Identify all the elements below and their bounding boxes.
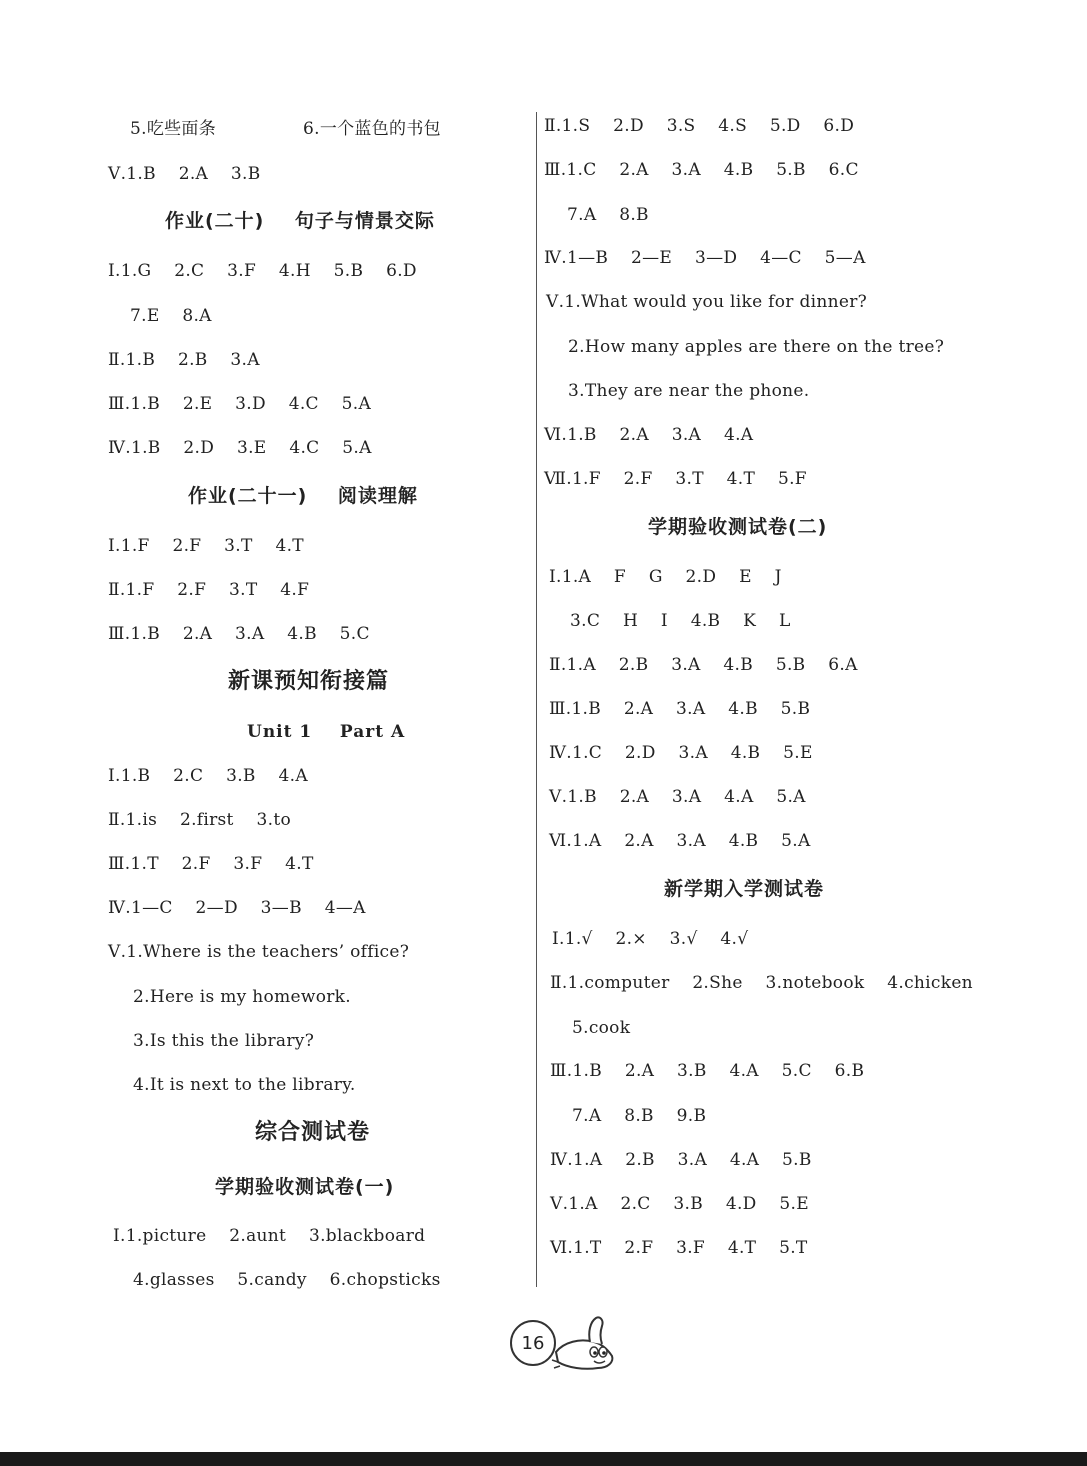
answer-line: Ⅲ.1.B 2.E 3.D 4.C 5.A	[108, 394, 372, 414]
answer-line: Ⅰ.1.G 2.C 3.F 4.H 5.B 6.D	[108, 261, 417, 281]
answer-line: Ⅱ.1.S 2.D 3.S 4.S 5.D 6.D	[544, 116, 855, 136]
answer-line: Ⅵ.1.A 2.A 3.A 4.B 5.A	[549, 831, 811, 851]
page-footer	[510, 1312, 620, 1374]
answer-line: 7.A 8.B 9.B	[572, 1106, 707, 1126]
answer-line: Ⅴ.1.B 2.A 3.A 4.A 5.A	[549, 787, 806, 807]
answer-line: 4.glasses 5.candy 6.chopsticks	[133, 1270, 441, 1290]
answer-line: Ⅳ.1—C 2—D 3—B 4—A	[108, 898, 366, 918]
section-heading: 作业(二十) 句子与情景交际	[165, 210, 435, 232]
answer-line: Ⅵ.1.B 2.A 3.A 4.A	[544, 425, 754, 445]
section-heading: 学期验收测试卷(二)	[648, 516, 828, 538]
answer-line: Ⅱ.1.B 2.B 3.A	[108, 350, 260, 370]
answer-line: Ⅰ.1.A F G 2.D E J	[549, 567, 782, 587]
answer-line: Ⅱ.1.computer 2.She 3.notebook 4.chicken	[550, 973, 973, 993]
answer-line: Ⅰ.1.F 2.F 3.T 4.T	[108, 536, 304, 556]
answer-line: 7.E 8.A	[130, 306, 212, 326]
answer-line: 5.吃些面条	[130, 119, 217, 139]
part-heading: 综合测试卷	[255, 1119, 371, 1145]
unit-heading: Unit 1 Part A	[247, 722, 406, 742]
section-heading: 学期验收测试卷(一)	[215, 1176, 395, 1198]
answer-line: Ⅲ.1.B 2.A 3.A 4.B 5.B	[549, 699, 811, 719]
answer-line: Ⅰ.1.B 2.C 3.B 4.A	[108, 766, 308, 786]
answer-line: Ⅳ.1.B 2.D 3.E 4.C 5.A	[108, 438, 372, 458]
section-heading: 作业(二十一) 阅读理解	[188, 485, 418, 507]
answer-line: 5.cook	[572, 1018, 631, 1038]
answer-line: Ⅲ.1.B 2.A 3.B 4.A 5.C 6.B	[550, 1061, 865, 1081]
answer-line: 2.Here is my homework.	[133, 987, 351, 1007]
answer-line: 4.It is next to the library.	[133, 1075, 356, 1095]
page-number: 16	[510, 1320, 556, 1366]
answer-line: Ⅳ.1—B 2—E 3—D 4—C 5—A	[544, 248, 866, 268]
answer-line: Ⅲ.1.B 2.A 3.A 4.B 5.C	[108, 624, 370, 644]
answer-line: Ⅶ.1.F 2.F 3.T 4.T 5.F	[544, 469, 807, 489]
part-heading: 新课预知衔接篇	[228, 668, 390, 694]
answer-line: 2.How many apples are there on the tree?	[568, 337, 945, 357]
answer-line: 3.Is this the library?	[133, 1031, 315, 1051]
answer-line: Ⅵ.1.T 2.F 3.F 4.T 5.T	[550, 1238, 808, 1258]
answer-line: Ⅴ.1.A 2.C 3.B 4.D 5.E	[550, 1194, 809, 1214]
answer-line: Ⅴ.1.Where is the teachers’ office?	[108, 942, 410, 962]
section-heading: 新学期入学测试卷	[664, 878, 825, 900]
answer-line: Ⅳ.1.C 2.D 3.A 4.B 5.E	[549, 743, 813, 763]
column-divider	[536, 112, 537, 1287]
answer-line: Ⅱ.1.is 2.first 3.to	[108, 810, 291, 830]
answer-line: 3.They are near the phone.	[568, 381, 810, 401]
answer-line: 3.C H I 4.B K L	[570, 611, 791, 631]
answer-line: Ⅳ.1.A 2.B 3.A 4.A 5.B	[550, 1150, 812, 1170]
bottom-scan-border	[0, 1452, 1087, 1466]
answer-line: Ⅰ.1.picture 2.aunt 3.blackboard	[113, 1226, 426, 1246]
answer-line: 7.A 8.B	[567, 205, 649, 225]
answer-line: Ⅲ.1.C 2.A 3.A 4.B 5.B 6.C	[544, 160, 859, 180]
answer-line: Ⅱ.1.F 2.F 3.T 4.F	[108, 580, 310, 600]
answer-line: Ⅲ.1.T 2.F 3.F 4.T	[108, 854, 314, 874]
answer-line: Ⅱ.1.A 2.B 3.A 4.B 5.B 6.A	[549, 655, 858, 675]
answer-line: 6.一个蓝色的书包	[303, 119, 441, 139]
answer-line: Ⅰ.1.√ 2.× 3.√ 4.√	[552, 929, 749, 949]
cartoon-hand-mascot-icon	[550, 1312, 622, 1374]
answer-line: Ⅴ.1.B 2.A 3.B	[108, 164, 261, 184]
answer-line: Ⅴ.1.What would you like for dinner?	[546, 292, 868, 312]
